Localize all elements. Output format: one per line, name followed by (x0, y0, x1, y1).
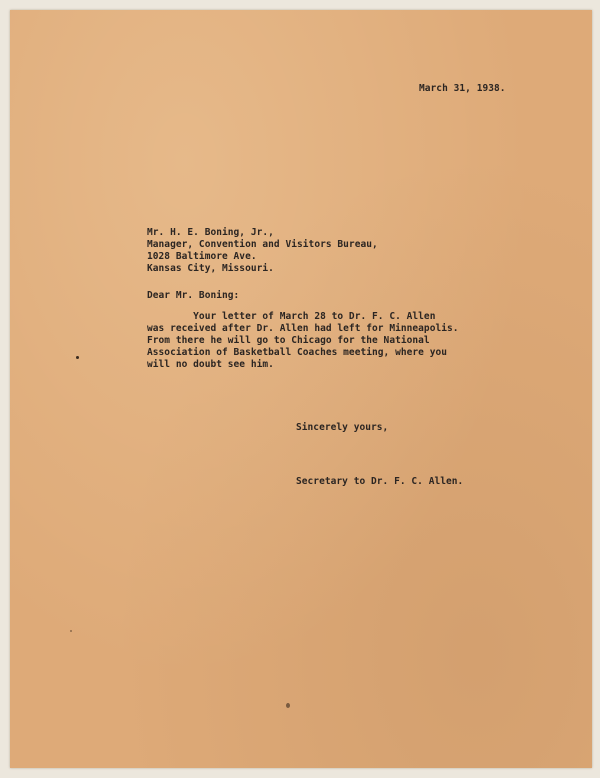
closing: Sincerely yours, (296, 422, 389, 433)
recipient-address (147, 227, 378, 275)
body-line: Your letter of March 28 to Dr. F. C. Allen (147, 311, 436, 322)
body-line: Association of Basketball Coaches meeting, where you (147, 347, 448, 358)
address-line: 1028 Baltimore Ave. (147, 251, 257, 262)
address-line: Kansas City, Missouri. (147, 263, 274, 274)
body-line: will no doubt see him. (147, 359, 274, 370)
letter-date: March 31, 1938. (419, 83, 506, 94)
salutation: Dear Mr. Boning: (147, 290, 240, 301)
paper-speck (70, 630, 72, 632)
body-line: From there he will go to Chicago for the National (147, 335, 430, 346)
signature-line: Secretary to Dr. F. C. Allen. (296, 476, 464, 487)
address-line: Manager, Convention and Visitors Bureau, (147, 239, 378, 250)
body-line: was received after Dr. Allen had left for Minneapolis. (147, 323, 459, 334)
letter-page (10, 10, 592, 768)
address-line: Mr. H. E. Boning, Jr., (147, 227, 274, 238)
letter-body (147, 311, 459, 371)
paper-speck (76, 356, 79, 359)
paper-speck (286, 703, 290, 708)
